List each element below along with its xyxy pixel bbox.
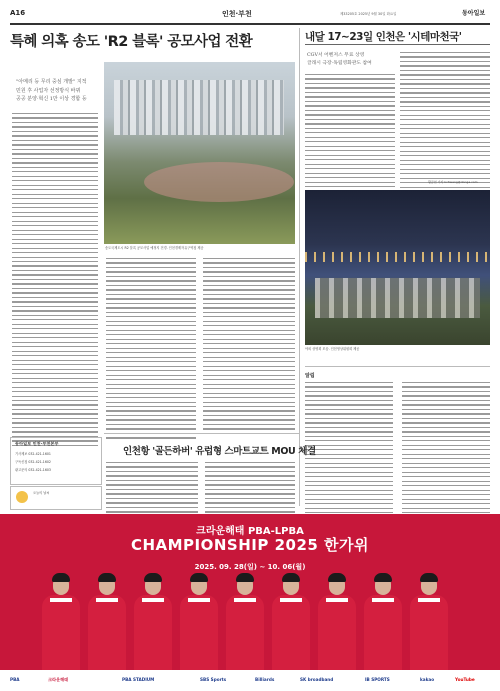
left-photo-caption: 송도국제도시 R2 블록 공모사업 예정지 전경. 인천경제자유구역청 제공 [105, 246, 204, 250]
sponsor-logo: 크라운해태 [48, 677, 69, 682]
info-row: 광고문의 032-421-1603 [15, 468, 51, 472]
songdo-aerial-photo [104, 62, 295, 244]
info-box [10, 437, 102, 485]
player-figure [178, 572, 220, 670]
outdoor-screening-photo [305, 190, 490, 345]
ad-brand: 크라운해태 PBA-LPBA [196, 526, 304, 537]
right-subhead: CGV서 어벤져스 무료 상영 글래시 극장·독립영화관도 참여 [307, 53, 372, 66]
sponsor-logo: PBA [10, 677, 20, 682]
player-figure [224, 572, 266, 670]
sponsor-logo: YouTube [455, 677, 475, 682]
header-rule [10, 23, 490, 25]
player-figure [362, 572, 404, 670]
section-title: 인천·부천 [222, 10, 252, 18]
left-subhead: "아메리 등 무리 중심 개발" 지적 민원 후 사업자 선정방식 바꿔 공공 분양·혁신 1만 이상 경합 등 [16, 79, 87, 102]
column-divider [299, 28, 300, 506]
player-figure [316, 572, 358, 670]
player-figure [132, 572, 174, 670]
right-headline-rule [305, 44, 490, 45]
player-figure [408, 572, 450, 670]
weather-box [10, 486, 102, 510]
newspaper-brand: 동아일보 [462, 10, 486, 17]
pba-advertisement [0, 514, 500, 691]
left-headline: 특혜 의혹 송도 'R2 블록' 공모사업 전환 [10, 34, 253, 50]
page-number: A16 [10, 9, 26, 17]
left-body-col3 [203, 258, 295, 433]
left-body-text [12, 113, 98, 449]
date-line: 제33205호 2025년 9월 30일 화요일 [340, 12, 397, 16]
right-photo-caption: 야외 상영회 모습. 인천영상위원회 제공 [305, 347, 360, 351]
ad-dates: 2025. 09. 28(일) ~ 10. 06(월) [194, 563, 306, 571]
notice-title: 알림 [305, 373, 315, 379]
sun-icon [16, 491, 28, 503]
info-row: 구독신청 032-421-1602 [15, 460, 51, 464]
sponsor-logo: PBA STADIUM [122, 677, 155, 682]
weather-label: 오늘의 날씨 [33, 491, 50, 495]
right-body-col1 [305, 74, 395, 209]
sponsor-logo: IB SPORTS [365, 677, 390, 682]
bottom-col2 [205, 462, 295, 516]
sponsor-logo: kakao [420, 677, 435, 682]
right-byline: 황금천 기자 kchwang@donga.com [428, 180, 478, 184]
left-body-col2 [106, 258, 196, 442]
sponsor-logo: SK broadband [300, 677, 334, 682]
right-headline: 내달 17∼23일 인천은 '시테마천국' [305, 31, 462, 43]
info-row: 기사제보 032-421-1601 [15, 452, 51, 456]
sponsor-logo: Billiards [255, 677, 275, 682]
player-figure [86, 572, 128, 670]
info-box-title: 동아일보 인천·부천본부 [15, 441, 59, 446]
right-lower-rule [305, 366, 490, 367]
player-figure [40, 572, 82, 670]
sponsor-bar [0, 670, 500, 691]
section-rule [104, 433, 299, 434]
ad-title: CHAMPIONSHIP 2025 한가위 [130, 536, 370, 554]
bottom-col1 [106, 462, 198, 516]
sponsor-logo: SBS Sports [200, 677, 227, 682]
player-figure [270, 572, 312, 670]
bottom-headline: 인천항 '골든하버' 유럽형 스마트교트 MOU 체결 [123, 446, 316, 457]
